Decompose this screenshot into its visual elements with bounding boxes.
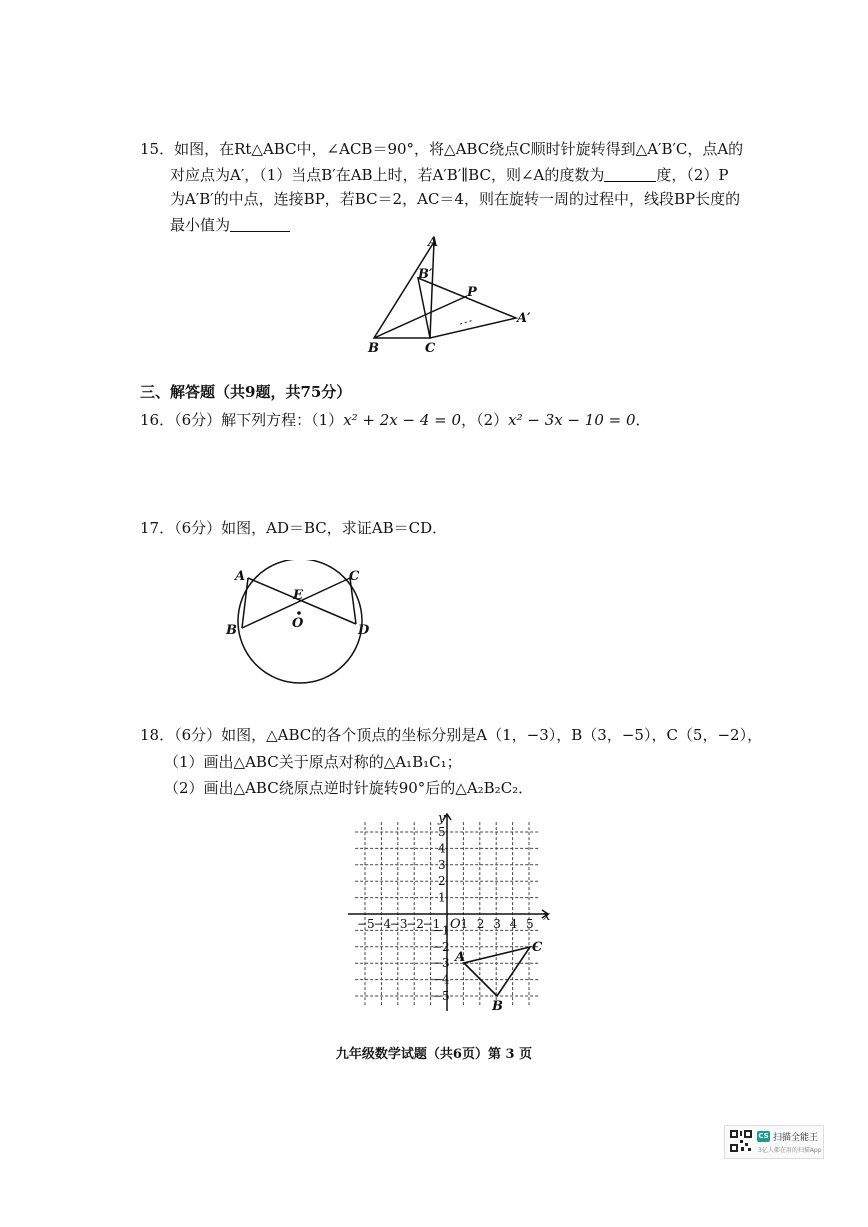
q18-x-tick: −4 — [373, 917, 392, 931]
q15-line4 — [170, 217, 290, 233]
q17-label-e: E — [293, 588, 303, 603]
q16-equation-1: x² + 2x − 4 = 0 — [343, 411, 462, 429]
q16 — [140, 413, 651, 428]
q18-y-tick: 2 — [438, 874, 446, 889]
q18-axis-y: y — [438, 811, 446, 826]
q17-figure — [226, 560, 386, 685]
q15-line2-end: 度，（2）P — [656, 166, 729, 184]
q16-equation-2: x² − 3x − 10 = 0 — [508, 411, 636, 429]
q18-y-tick: 5 — [438, 825, 446, 839]
q18-x-tick: −5 — [357, 917, 375, 931]
q15-label-c: C — [425, 341, 436, 356]
q18-y-tick: 4 — [438, 841, 446, 856]
q15-line4-text: 最小值为 — [170, 216, 231, 234]
q18-x-tick: −3 — [389, 917, 408, 931]
q17-label-d: D — [358, 623, 370, 638]
q15-label-b: B — [368, 341, 379, 356]
q15-label-p: P — [467, 285, 477, 300]
q18-y-tick: −5 — [432, 989, 450, 1003]
scanner-tagline: 3亿人都在用的扫描App — [758, 1147, 822, 1154]
q15-line3: 为A′B′的中点，连接BP，若BC＝2，AC＝4，则在旋转一周的过程中，线段BP长度的 — [170, 190, 741, 208]
q17: 17．（6分）如图，AD＝BC，求证AB＝CD． — [140, 519, 448, 537]
q15-label-a: A — [428, 235, 439, 250]
q17-label-b: B — [226, 623, 237, 638]
q18-x-tick: 1 — [460, 917, 469, 931]
q18-coordinate-grid — [340, 808, 565, 1016]
scanner-name: 扫描全能王 — [773, 1133, 819, 1143]
q18-axis-x: x — [543, 909, 551, 924]
q18-line1: 18．（6分）如图，△ABC的各个顶点的坐标分别是A（1，−3），B（3，−5），C（5，−2）， — [140, 726, 763, 744]
scanner-badge — [724, 1125, 824, 1159]
q18-x-tick: 2 — [476, 917, 485, 931]
q15-blank-1 — [604, 167, 656, 182]
q18-y-tick: 1 — [438, 890, 446, 905]
page-footer: 九年级数学试题（共6页）第 3 页 — [335, 1047, 533, 1062]
q18-line2: （1）画出△ABC关于原点对称的△A₁B₁C₁； — [164, 753, 462, 771]
q18-x-tick: −2 — [406, 917, 424, 931]
q18-x-tick: 5 — [526, 917, 534, 931]
q15-line2 — [170, 167, 728, 183]
q18-line3: （2）画出△ABC绕原点逆时针旋转90°后的△A₂B₂C₂． — [164, 779, 534, 797]
q17-label-c: C — [349, 569, 360, 584]
q16-end: ． — [635, 411, 651, 429]
q16-sep: ，（2） — [461, 411, 509, 429]
q15-line1: 15．如图，在Rt△ABC中，∠ACB＝90°，将△ABC绕点C顺时针旋转得到△A′B′C，点A的 — [140, 140, 744, 158]
q18-y-tick: 3 — [438, 857, 446, 872]
qr-code-icon — [729, 1129, 753, 1153]
section3-title: 三、解答题（共9题，共75分） — [140, 383, 352, 401]
q18-y-tick: −4 — [432, 972, 450, 987]
q17-label-a: A — [235, 569, 246, 584]
q18-x-tick: −1 — [422, 917, 441, 931]
q18-x-tick: 3 — [493, 917, 501, 931]
scanner-logo-icon: CS — [758, 1132, 769, 1140]
q18-label-c: C — [532, 940, 543, 955]
q15-line2-text: 对应点为A′，（1）当点B′在AB上时，若A′B′∥BC，则∠A的度数为 — [170, 166, 605, 184]
q18-y-tick: −2 — [432, 939, 450, 954]
q17-label-o: O — [292, 616, 304, 631]
q15-figure — [360, 232, 550, 357]
q18-x-tick: 4 — [509, 917, 518, 931]
q15-label-b-prime: B′ — [418, 267, 433, 282]
q18-triangle-abc — [464, 947, 530, 996]
q18-label-a: A — [455, 950, 466, 965]
q18-y-tick: −1 — [432, 923, 450, 938]
q16-prefix: 16．（6分）解下列方程：（1） — [140, 411, 344, 429]
q15-label-a-prime: A′ — [517, 311, 531, 326]
q18-y-tick: −3 — [432, 956, 450, 971]
q18-label-b: B — [492, 999, 503, 1014]
q18-origin: O — [450, 917, 461, 932]
q15-blank-2 — [230, 217, 290, 232]
